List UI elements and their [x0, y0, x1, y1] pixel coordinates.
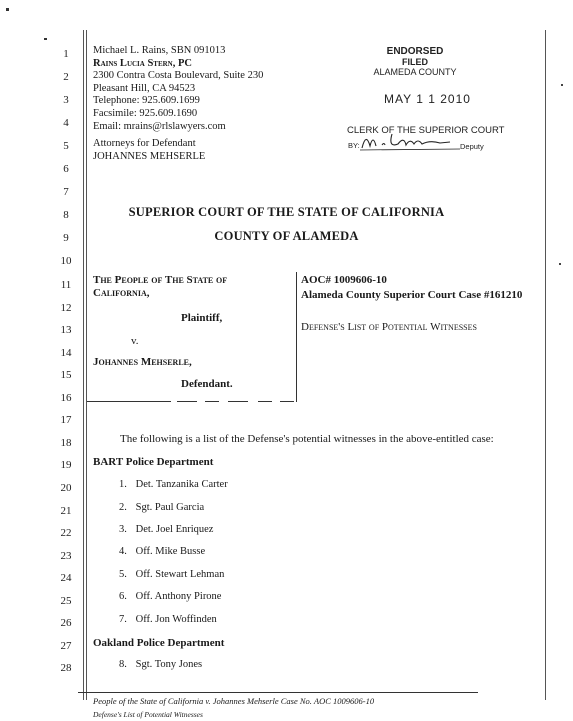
firm-address-street: 2300 Contra Costa Boulevard, Suite 230	[93, 70, 264, 82]
line-number: 24	[60, 572, 72, 584]
witness-number: 4.	[119, 546, 127, 557]
attorney-name: Michael L. Rains, SBN 091013	[93, 45, 226, 56]
caption-defendant: Johannes Mehserle,	[93, 356, 192, 368]
document-title: Defense's List of Potential Witnesses	[301, 321, 477, 333]
caption-underline	[87, 401, 171, 402]
line-number: 4	[63, 117, 69, 129]
witness-number: 3.	[119, 524, 127, 535]
firm-telephone: Telephone: 925.609.1699	[93, 95, 200, 107]
scan-mark	[44, 38, 47, 40]
court-title: SUPERIOR COURT OF THE STATE OF CALIFORNIA	[128, 205, 445, 219]
firm-email: Email: mrains@rlslawyers.com	[93, 120, 226, 132]
defendant-name-header: JOHANNES MEHSERLE	[93, 150, 206, 162]
footer-document-title: Defense's List of Potential Witnesses	[93, 710, 203, 719]
witness-list-item	[119, 614, 217, 625]
witness-number: 8.	[119, 659, 127, 670]
caption-people-line2: California,	[93, 287, 150, 299]
line-number: 21	[60, 505, 72, 517]
witness-number: 5.	[119, 569, 127, 580]
line-number: 20	[60, 482, 72, 494]
footer-rule	[78, 692, 478, 693]
attorney-block	[93, 45, 263, 133]
line-number: 1	[63, 48, 69, 60]
line-number: 18	[60, 437, 72, 449]
line-number: 8	[63, 209, 69, 221]
aoc-number: AOC# 1009606-10	[301, 274, 387, 286]
witness-name: Off. Mike Busse	[135, 546, 206, 557]
court-county: COUNTY OF ALAMEDA	[214, 229, 359, 243]
witness-name: Sgt. Paul Garcia	[135, 502, 205, 513]
scan-mark	[6, 8, 9, 11]
caption-underline-dash	[228, 401, 248, 402]
caption-underline-dash	[205, 401, 219, 402]
right-margin-rule	[545, 30, 546, 700]
stamp-by-label: BY:	[348, 141, 360, 150]
witness-number: 7.	[119, 614, 127, 625]
superior-court-case-number: Alameda County Superior Court Case #161210	[301, 289, 523, 301]
caption-underline-dash	[280, 401, 294, 402]
line-number: 11	[60, 279, 72, 291]
scan-mark	[559, 263, 561, 265]
left-margin-rule-outer	[83, 30, 84, 700]
line-number: 26	[60, 617, 72, 629]
handwritten-signature	[360, 128, 460, 152]
witness-number: 1.	[119, 479, 127, 490]
witness-number: 6.	[119, 591, 127, 602]
footer-case-caption: People of the State of California v. Johannes Mehserle Case No. AOC 1009606-10	[93, 696, 375, 706]
firm-address-city: Pleasant Hill, CA 94523	[93, 82, 196, 94]
witness-name: Off. Stewart Lehman	[135, 569, 225, 580]
line-number: 3	[63, 94, 69, 106]
line-number: 19	[60, 459, 72, 471]
line-number: 7	[63, 186, 69, 198]
witness-number: 2.	[119, 502, 127, 513]
witness-list-item	[119, 569, 224, 580]
line-number: 14	[60, 347, 72, 359]
witness-list-item	[119, 546, 205, 557]
line-number: 12	[60, 302, 72, 314]
firm-facsimile: Facsimile: 925.609.1690	[93, 107, 198, 119]
caption-versus: v.	[131, 335, 139, 347]
line-number: 22	[60, 527, 72, 539]
line-number: 6	[63, 163, 69, 175]
attorneys-for-label: Attorneys for Defendant	[93, 138, 196, 149]
witness-name: Sgt. Tony Jones	[135, 659, 203, 670]
witness-list-item	[119, 591, 221, 602]
caption-people-line1: The People of The State of	[93, 274, 228, 286]
attorneys-for-block	[93, 138, 205, 163]
line-number: 2	[63, 71, 69, 83]
line-number: 16	[60, 392, 72, 404]
intro-paragraph: The following is a list of the Defense's potential witnesses in the above-entitled case:	[120, 433, 494, 445]
law-firm-name: Rains Lucia Stern, PC	[93, 57, 192, 69]
clerk-signature	[360, 128, 460, 157]
witness-list-item	[119, 479, 228, 490]
section-heading-bart: BART Police Department	[93, 456, 214, 468]
caption-underline-dash	[258, 401, 272, 402]
filing-stamp	[345, 47, 485, 77]
line-number: 17	[60, 414, 72, 426]
witness-list-item	[119, 524, 213, 535]
line-number: 25	[60, 595, 72, 607]
left-margin-rule-inner	[86, 30, 87, 700]
witness-name: Det. Tanzanika Carter	[135, 479, 228, 490]
stamp-endorsed: ENDORSED	[386, 46, 444, 57]
line-number: 28	[60, 662, 72, 674]
line-number: 23	[60, 550, 72, 562]
caption-defendant-label: Defendant.	[181, 378, 233, 390]
caption-plaintiff: Plaintiff,	[181, 312, 223, 324]
stamp-clerk: CLERK OF THE SUPERIOR COURT	[347, 125, 505, 136]
stamp-deputy: Deputy	[460, 142, 484, 151]
stamp-county: ALAMEDA COUNTY	[373, 67, 457, 77]
witness-list-item	[119, 502, 204, 513]
line-number: 9	[63, 232, 69, 244]
line-number: 15	[60, 369, 72, 381]
section-heading-opd: Oakland Police Department	[93, 637, 225, 649]
witness-list-item	[119, 659, 202, 670]
line-number: 13	[60, 324, 72, 336]
line-number: 27	[60, 640, 72, 652]
scan-mark	[561, 84, 563, 86]
witness-name: Det. Joel Enriquez	[135, 524, 214, 535]
stamp-filed: FILED	[402, 57, 428, 67]
caption-underline-dash	[177, 401, 197, 402]
stamp-date: MAY 1 1 2010	[384, 92, 471, 106]
witness-name: Off. Anthony Pirone	[135, 591, 222, 602]
line-number: 5	[63, 140, 69, 152]
caption-divider	[296, 272, 297, 402]
witness-name: Off. Jon Woffinden	[135, 614, 217, 625]
line-number: 10	[60, 255, 72, 267]
